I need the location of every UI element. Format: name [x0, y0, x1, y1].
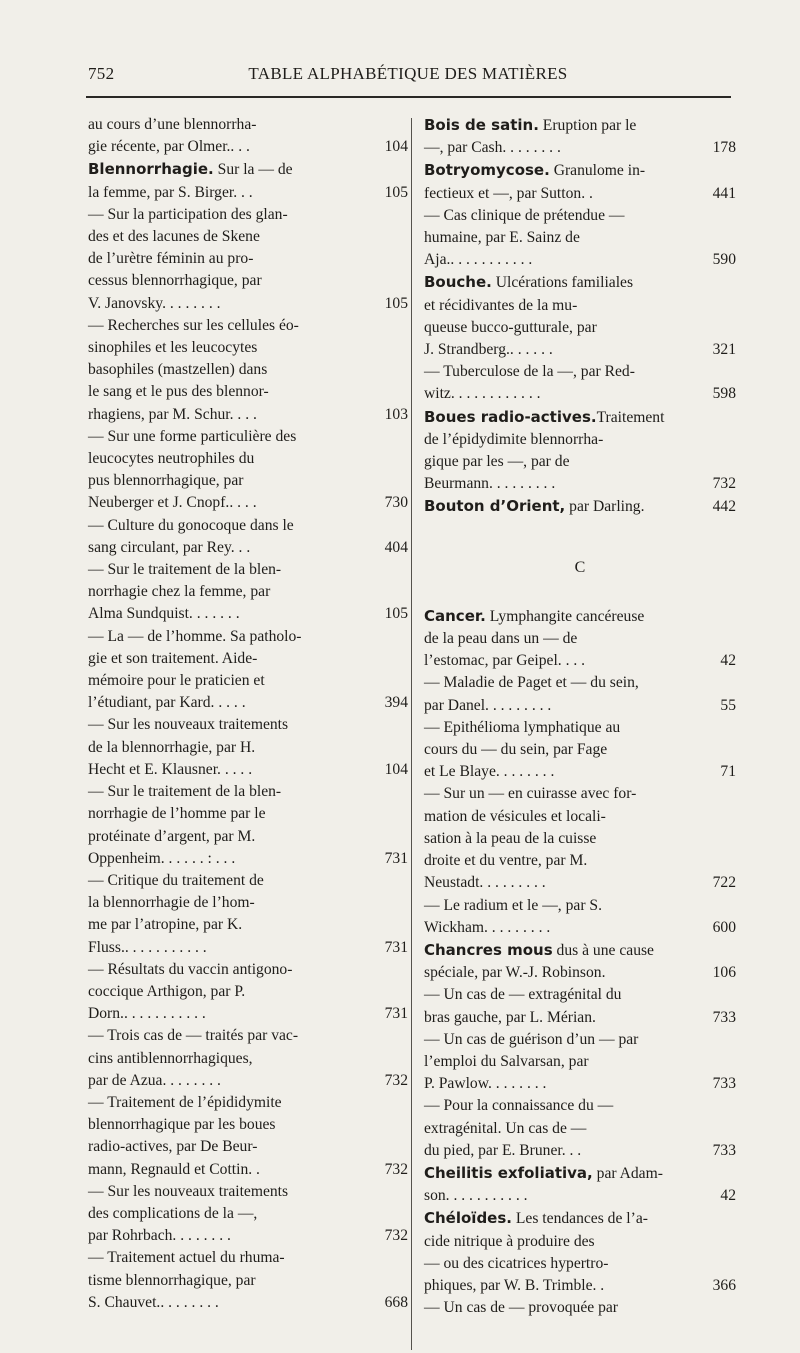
- entry-line: [88, 158, 366, 181]
- index-entry: [424, 1095, 736, 1162]
- entry-line: — ou des cicatrices hypertro-: [424, 1254, 609, 1272]
- entry-line: [424, 939, 694, 962]
- index-entry: [88, 426, 408, 515]
- entry-line: l’étudiant, par Kard. . . . .: [88, 694, 246, 712]
- page-reference: 668: [384, 1293, 408, 1311]
- page-reference: 730: [384, 494, 408, 512]
- entry-line: V. Janovsky. . . . . . . .: [88, 294, 221, 312]
- entry-line: norrhagie de l’homme par le: [88, 805, 266, 823]
- entry-line: [424, 159, 694, 182]
- entry-line: blennorrhagique par les boues: [88, 1116, 276, 1134]
- index-entry: [424, 406, 736, 496]
- entry-line: — Sur une forme particulière des: [88, 427, 297, 445]
- entry-line: — Culture du gonocoque dans le: [88, 516, 294, 534]
- entry-line: — Sur les nouveaux traitements: [88, 1182, 289, 1200]
- index-entry: [88, 158, 408, 203]
- entry-line: des et des lacunes de Skene: [88, 228, 260, 246]
- index-entry: [88, 1092, 408, 1181]
- entry-line: basophiles (mastzellen) dans: [88, 361, 268, 379]
- header-rule: [86, 96, 731, 98]
- entry-text: Lymphangite cancéreuse: [485, 607, 645, 625]
- entry-line: — La — de l’homme. Sa patholo-: [88, 627, 302, 645]
- page-reference: 106: [712, 964, 736, 982]
- entry-line: et Le Blaye. . . . . . . .: [424, 763, 555, 781]
- page-reference: 105: [384, 183, 408, 201]
- entry-line: — Traitement de l’épididymite: [88, 1093, 282, 1111]
- index-entry: [424, 271, 736, 361]
- entry-line: — Résultats du vaccin antigono-: [88, 960, 293, 978]
- entry-line: [424, 1207, 694, 1230]
- entry-line: phiques, par W. B. Trimble. .: [424, 1276, 605, 1294]
- entry-line: pus blennorrhagique, par: [88, 472, 244, 490]
- entry-line: Beurmann. . . . . . . . .: [424, 475, 556, 493]
- page-reference: 732: [384, 1160, 408, 1178]
- entry-line: au cours d’une blennorrha-: [88, 116, 257, 133]
- entry-text: par Adam-: [592, 1164, 663, 1182]
- entry-line: son. . . . . . . . . . .: [424, 1187, 528, 1205]
- entry-line: — Cas clinique de prétendue —: [424, 206, 625, 224]
- page-reference: 104: [384, 760, 408, 778]
- entry-line: bras gauche, par L. Mérian.: [424, 1008, 596, 1026]
- entry-line: le sang et le pus des blennor-: [88, 383, 269, 401]
- index-entry: [424, 717, 736, 784]
- entry-heading: Cheilitis exfoliativa,: [424, 1163, 593, 1182]
- entry-text: Eruption par le: [538, 117, 637, 134]
- page-reference: 590: [712, 251, 736, 269]
- page-reference: 105: [384, 294, 408, 312]
- entry-line: rhagiens, par M. Schur. . . .: [88, 405, 257, 423]
- entry-line: cessus blennorrhagique, par: [88, 272, 262, 290]
- entry-line: S. Chauvet.. . . . . . . .: [88, 1293, 219, 1311]
- entry-line: — Le radium et le —, par S.: [424, 896, 602, 914]
- entry-line: fectieux et —, par Sutton. .: [424, 184, 593, 202]
- entry-line: mation de vésicules et locali-: [424, 807, 606, 825]
- entry-line: me par l’atropine, par K.: [88, 916, 243, 934]
- index-entry: [88, 559, 408, 626]
- index-entry: [424, 1029, 736, 1096]
- entry-line: witz. . . . . . . . . . . .: [424, 385, 541, 403]
- index-entry: [88, 626, 408, 715]
- column-divider: [411, 118, 412, 1350]
- entry-line: — Recherches sur les cellules éo-: [88, 316, 299, 334]
- page-reference: 104: [384, 138, 408, 156]
- entry-line: Dorn.. . . . . . . . . . .: [88, 1005, 206, 1023]
- index-entry: [424, 939, 736, 984]
- entry-line: Hecht et E. Klausner. . . . .: [88, 760, 253, 778]
- page-reference: 442: [712, 498, 736, 516]
- page-reference: 404: [384, 538, 408, 556]
- entry-line: — Un cas de — provoquée par: [424, 1299, 618, 1317]
- entry-line: de la blennorrhagie, par H.: [88, 738, 256, 756]
- entry-line: Neuberger et J. Cnopf.. . . .: [88, 494, 257, 512]
- entry-line: par Danel. . . . . . . . .: [424, 696, 552, 714]
- page-reference: 731: [384, 849, 408, 867]
- entry-line: humaine, par E. Sainz de: [424, 229, 580, 247]
- entry-line: [424, 1162, 694, 1185]
- index-entry: [424, 1207, 736, 1297]
- entry-line: [424, 495, 694, 518]
- entry-line: — Sur un — en cuirasse avec for-: [424, 785, 637, 803]
- entry-line: — Critique du traitement de: [88, 871, 264, 889]
- index-entry: [424, 605, 736, 673]
- page-reference: 394: [384, 694, 408, 712]
- index-entry: [424, 159, 736, 204]
- right-column: [424, 114, 736, 1319]
- index-entry: [424, 672, 736, 716]
- entry-line: coccique Arthigon, par P.: [88, 982, 246, 1000]
- entry-line: de l’urètre féminin au pro-: [88, 250, 254, 268]
- entry-line: gique par les —, par de: [424, 453, 570, 471]
- entry-line: la blennorrhagie de l’hom-: [88, 894, 255, 912]
- entry-line: Oppenheim. . . . . . : . . .: [88, 849, 236, 867]
- entry-line: [424, 271, 694, 294]
- page-reference: 733: [712, 1141, 736, 1159]
- entry-line: cins antiblennorrhagiques,: [88, 1049, 253, 1067]
- entry-line: — Tuberculose de la —, par Red-: [424, 363, 635, 381]
- entry-text: Granulome in-: [549, 162, 646, 180]
- entry-line: la femme, par S. Birger. . .: [88, 183, 253, 201]
- index-entry: [424, 361, 736, 405]
- index-entry: [88, 959, 408, 1026]
- entry-line: Wickham. . . . . . . . .: [424, 918, 551, 936]
- entry-line: droite et du ventre, par M.: [424, 852, 588, 870]
- entry-line: — Trois cas de — traités par vac-: [88, 1027, 299, 1045]
- entry-heading: Chancres mous: [424, 940, 553, 959]
- entry-text: Sur la — de: [213, 161, 293, 179]
- entry-text: dus à une cause: [552, 941, 654, 959]
- entry-text: par Darling.: [565, 498, 645, 516]
- running-title: TABLE ALPHABÉTIQUE DES MATIÈRES: [248, 64, 568, 83]
- entry-line: sang circulant, par Rey. . .: [88, 538, 251, 556]
- entry-heading: Chéloïdes.: [424, 1209, 512, 1228]
- index-entry: [88, 515, 408, 559]
- entry-line: queuse bucco-gutturale, par: [424, 318, 597, 336]
- index-entry: [88, 204, 408, 315]
- entry-line: — Sur le traitement de la blen-: [88, 783, 282, 801]
- page-reference: 105: [384, 605, 408, 623]
- entry-line: — Sur la participation des glan-: [88, 205, 288, 223]
- entry-line: l’emploi du Salvarsan, par: [424, 1052, 589, 1070]
- page-reference: 732: [712, 475, 736, 493]
- entry-line: et récidivantes de la mu-: [424, 296, 578, 314]
- page-reference: 55: [720, 696, 736, 714]
- page-reference: 321: [712, 341, 736, 359]
- entry-text: Les tendances de l’a-: [512, 1210, 648, 1228]
- entry-line: mémoire pour le praticien et: [88, 672, 265, 690]
- entry-heading: Blennorrhagie.: [88, 160, 214, 179]
- page-reference: 732: [384, 1227, 408, 1245]
- page-reference: 733: [712, 1075, 736, 1093]
- entry-line: spéciale, par W.-J. Robinson.: [424, 964, 606, 982]
- entry-line: — Un cas de guérison d’un — par: [424, 1030, 639, 1048]
- entry-text: Ulcérations familiales: [491, 274, 634, 292]
- index-entry: [424, 114, 736, 159]
- entry-line: radio-actives, par De Beur-: [88, 1138, 258, 1156]
- entry-line: Aja.. . . . . . . . . . .: [424, 251, 533, 269]
- entry-line: extragénital. Un cas de —: [424, 1119, 587, 1137]
- entry-line: Fluss.. . . . . . . . . . .: [88, 938, 207, 956]
- page-reference: 731: [384, 1005, 408, 1023]
- index-entry: [424, 783, 736, 894]
- page-reference: 732: [384, 1071, 408, 1089]
- entry-line: sinophiles et les leucocytes: [88, 339, 258, 357]
- page-reference: 178: [712, 139, 736, 157]
- entry-line: par de Azua. . . . . . . .: [88, 1071, 221, 1089]
- page-reference: 441: [712, 184, 736, 202]
- entry-line: — Maladie de Paget et — du sein,: [424, 674, 639, 692]
- entry-line: — Epithélioma lymphatique au: [424, 718, 621, 736]
- entry-line: — Un cas de — extragénital du: [424, 986, 622, 1004]
- entry-line: —, par Cash. . . . . . . .: [424, 139, 561, 157]
- entry-line: par Rohrbach. . . . . . . .: [88, 1227, 231, 1245]
- entry-line: [424, 605, 694, 628]
- right-column-b-entries: [424, 114, 736, 519]
- entry-line: sation à la peau de la cuisse: [424, 829, 597, 847]
- index-entry: [88, 1181, 408, 1248]
- entry-line: J. Strandberg.. . . . . .: [424, 341, 553, 359]
- index-entry: [88, 114, 408, 158]
- page-reference: 71: [720, 763, 736, 781]
- index-entry: [88, 870, 408, 959]
- entry-line: [424, 406, 694, 429]
- entry-line: Neustadt. . . . . . . . .: [424, 874, 546, 892]
- entry-line: — Pour la connaissance du —: [424, 1097, 614, 1115]
- entry-heading: Bouche.: [424, 273, 492, 292]
- page-number: 752: [88, 64, 115, 83]
- entry-heading: Botryomycose.: [424, 161, 550, 180]
- right-column-c-entries: [424, 605, 736, 1320]
- index-entry: [424, 495, 736, 518]
- index-entry: [88, 1025, 408, 1092]
- entry-line: mann, Regnauld et Cottin. .: [88, 1160, 260, 1178]
- index-entry: [88, 714, 408, 781]
- entry-heading: Bouton d’Orient,: [424, 497, 566, 516]
- entry-heading: Boues radio-actives.: [424, 407, 597, 426]
- entry-line: gie récente, par Olmer.. . .: [88, 138, 250, 156]
- entry-line: l’estomac, par Geipel. . . .: [424, 652, 586, 670]
- entry-line: cide nitrique à produire des: [424, 1232, 595, 1250]
- entry-line: protéinate d’argent, par M.: [88, 827, 256, 845]
- entry-line: P. Pawlow. . . . . . . .: [424, 1075, 547, 1093]
- entry-line: norrhagie chez la femme, par: [88, 583, 271, 601]
- index-entry: [424, 1162, 736, 1207]
- entry-line: gie et son traitement. Aide-: [88, 649, 258, 667]
- page-reference: 42: [720, 652, 736, 670]
- entry-text: Traitement: [596, 408, 665, 426]
- index-entry: [88, 315, 408, 426]
- entry-heading: Cancer.: [424, 606, 486, 625]
- entry-heading: Bois de satin.: [424, 116, 539, 134]
- page-reference: 722: [712, 874, 736, 892]
- page-reference: 598: [712, 385, 736, 403]
- index-entry: [424, 984, 736, 1028]
- page-reference: 733: [712, 1008, 736, 1026]
- left-column: [88, 114, 408, 1314]
- page-reference: 731: [384, 938, 408, 956]
- index-entry: [424, 1297, 736, 1319]
- entry-line: [424, 114, 694, 137]
- entry-line: leucocytes neutrophiles du: [88, 450, 255, 468]
- page-reference: 103: [384, 405, 408, 423]
- entry-line: — Sur le traitement de la blen-: [88, 561, 282, 579]
- index-entry: [424, 205, 736, 272]
- page-reference: 42: [720, 1187, 736, 1205]
- index-entry: [424, 895, 736, 939]
- entry-line: des complications de la —,: [88, 1204, 258, 1222]
- entry-line: cours du — du sein, par Fage: [424, 741, 608, 759]
- entry-line: Alma Sundquist. . . . . . .: [88, 605, 240, 623]
- entry-line: du pied, par E. Bruner. . .: [424, 1141, 582, 1159]
- page-reference: 600: [712, 918, 736, 936]
- entry-line: — Sur les nouveaux traitements: [88, 716, 289, 734]
- index-entry: [88, 1247, 408, 1314]
- entry-line: de l’épidydimite blennorrha-: [424, 430, 604, 448]
- page-reference: 366: [712, 1276, 736, 1294]
- index-entry: [88, 781, 408, 870]
- entry-line: tisme blennorrhagique, par: [88, 1271, 256, 1289]
- entry-line: de la peau dans un — de: [424, 630, 578, 648]
- entry-line: — Traitement actuel du rhuma-: [88, 1249, 285, 1267]
- section-letter: C: [574, 558, 586, 576]
